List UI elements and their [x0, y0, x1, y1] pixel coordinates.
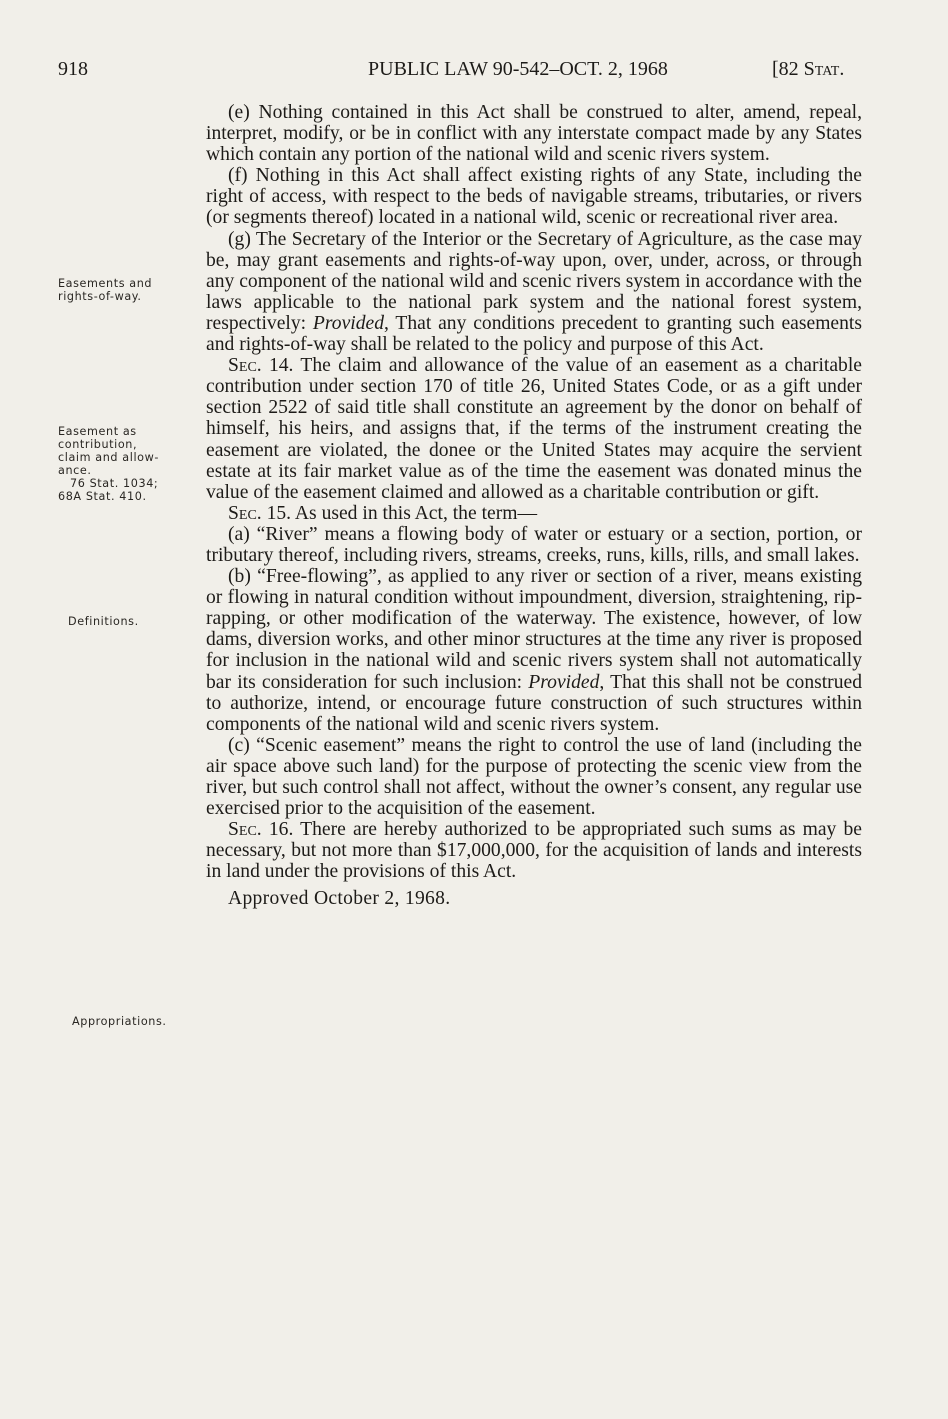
margin-note-line: Appropriations.: [72, 1015, 167, 1028]
paragraph-g: [206, 229, 862, 356]
paragraph-g-text: (g) The Secretary of the Interior or the Secretary of Agriculture, as the case may be, may grant easements and rights-of-way upon, over, under, across, or through any component of the national wild and scenic rivers system in accordance with the laws applicable to the national park system and the national forest system, respectively:: [206, 228, 862, 334]
proviso-word: Provided: [528, 671, 600, 693]
volume-reference: [772, 58, 844, 81]
approval-date: Approved October 2, 1968.: [228, 888, 451, 910]
margin-note-line: 68A Stat. 410.: [58, 490, 147, 503]
definition-free-flowing-text-end: , That this shall not be construed to authorize, intend, or encourage future construction of such structures within components of the national wild and scenic rivers system.: [206, 671, 862, 735]
margin-note-easements: [58, 277, 193, 303]
running-title: PUBLIC LAW 90-542–OCT. 2, 1968: [368, 58, 668, 80]
definition-scenic-easement: (c) “Scenic easement” means the right to control the use of land (including the air space above such land) for the purpose of protecting the scenic view from the river, but such control shall not affect, without the owner’s consent, any regular use exercised prior to the acquisition of the easement.: [206, 734, 862, 820]
margin-note-definitions: [68, 615, 203, 628]
section-14: [206, 355, 862, 503]
margin-note-line: ance.: [58, 464, 92, 477]
paragraph-e: (e) Nothing contained in this Act shall be construed to alter, amend, repeal, interpret, modify, or be in conflict with any interstate compact made by any States which contain any portion of the national wild and scenic rivers system.: [206, 102, 862, 166]
margin-note-line: Definitions.: [68, 615, 139, 628]
margin-note-line: 76 Stat. 1034;: [70, 477, 159, 490]
section-14-label: Sec. 14.: [228, 355, 294, 377]
margin-note-line: claim and allow-: [58, 451, 159, 464]
margin-note-easement-contribution: [58, 425, 193, 503]
margin-note-line: Easements and: [58, 277, 153, 290]
page-header: [0, 58, 948, 84]
section-14-text: The claim and allowance of the value of an easement as a charitable contribution under section 170 of title 26, United States Code, or as a gift under section 2522 of said title shall constitute an agreement by the donor on behalf of himself, his heirs, and assigns that, if the terms of the instrument creating the easement are violated, the donee or the United States may acquire the servient estate at its fair market value as of the time the easement was donated minus the value of the easement claimed and allowed as a charitable contribution or gift.: [206, 355, 862, 503]
law-text: [206, 102, 862, 910]
paragraph-f: (f) Nothing in this Act shall affect existing rights of any State, including the right of access, with respect to the beds of navigable streams, tributaries, or rivers (or segments thereof) located in a national wild, scenic or recreational river area.: [206, 165, 862, 229]
page-number: 918: [58, 58, 88, 80]
margin-note-appropriations: [72, 1015, 207, 1028]
margin-note-line: contribution,: [58, 438, 138, 451]
definition-free-flowing-text: (b) “Free-flowing”, as applied to any river or section of a river, means existing or flowing in natural condition without impoundment, diversion, straightening, rip-rapping, or other modification of the waterway. The existence, however, of low dams, diversion works, and other minor structures at the time any river is proposed for inclusion in the national wild and scenic rivers system shall not automatically bar its consideration for such inclusion:: [206, 566, 862, 693]
section-15-text: As used in this Act, the term—: [291, 502, 538, 524]
paragraph-g-text-end: , That any conditions precedent to granting such easements and rights-of-way shall be related to the policy and purpose of this Act.: [206, 312, 862, 356]
margin-note-line: rights-of-way.: [58, 290, 142, 303]
definition-river: (a) “River” means a flowing body of water or estuary or a section, portion, or tributary thereof, including rivers, streams, creeks, runs, kills, rills, and small lakes.: [206, 523, 862, 566]
margin-note-line: Easement as: [58, 425, 137, 438]
definition-free-flowing: [206, 566, 862, 735]
section-15-label: Sec. 15.: [228, 502, 292, 524]
proviso-word: Provided: [312, 312, 385, 334]
volume-prefix: [82: [772, 58, 804, 80]
section-15: [206, 503, 862, 524]
volume-stat: Stat.: [803, 58, 845, 80]
section-16-text: There are hereby authorized to be appropriated such sums as may be necessary, but not more than $17,000,000, for the acquisition of lands and interests in land under the provisions of this Act.: [206, 819, 862, 883]
section-16-label: Sec. 16.: [228, 819, 294, 841]
section-16: [206, 819, 862, 882]
